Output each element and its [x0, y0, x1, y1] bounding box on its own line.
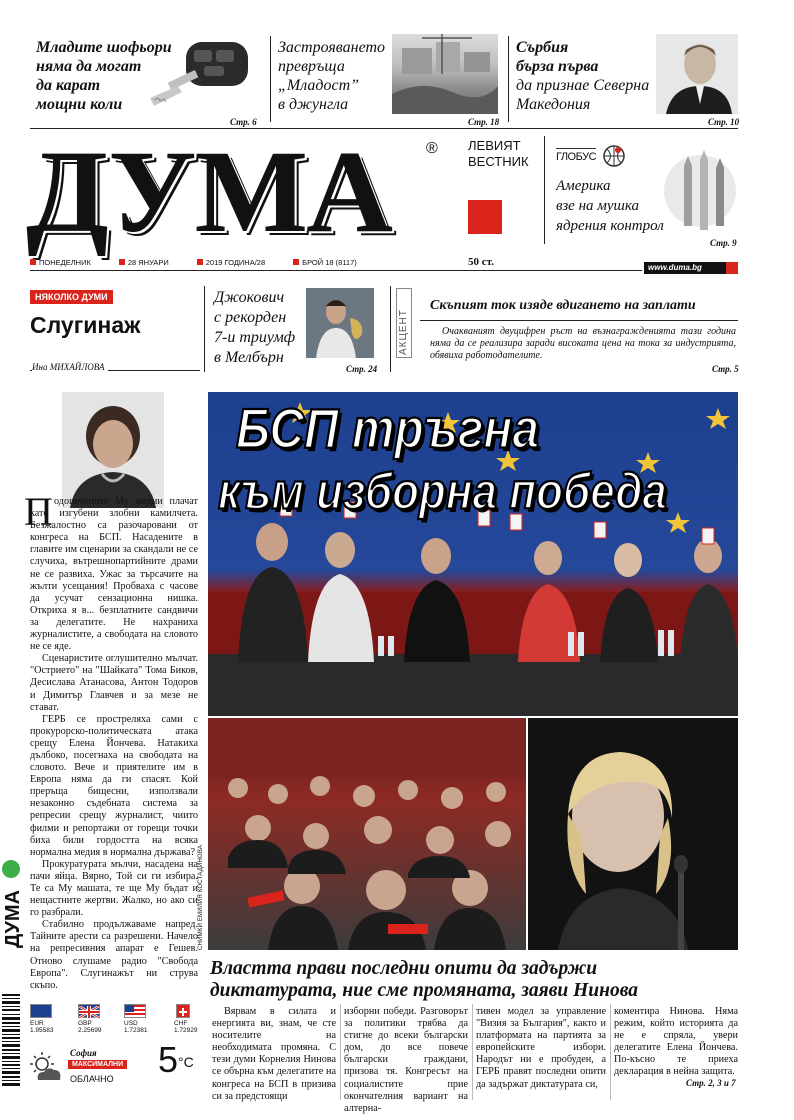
- column-paragraph: Стабилно продължаваме напред. Тайните арести са разрешени. Начело на репресивния апарат е Гешев. Отново слушаме радио "Свобода Европа". Слугинажът ни струва скъпо.: [30, 919, 198, 991]
- barcode: [0, 990, 22, 1100]
- vertical-title-text: ДУМА: [2, 889, 24, 948]
- currency-code: GBP: [78, 1020, 92, 1027]
- main-article-col-2: изборни победи. Разговорът за политики трябва да стигне до всеки български дом, до все повече български граждани, призова тя. Конгресът на социалистите прие окончателния вариант на алтерна-: [344, 1006, 468, 1114]
- audience-photo: [208, 718, 526, 950]
- divider: [204, 286, 205, 372]
- weather-city: София: [70, 1048, 97, 1058]
- tagline: [468, 138, 529, 170]
- weather-condition: ОБЛАЧНО: [70, 1074, 114, 1084]
- teaser-djokovic[interactable]: [214, 288, 295, 368]
- info-item: [293, 258, 357, 267]
- page-ref[interactable]: Стр. 2, 3 и 7: [686, 1078, 736, 1088]
- eu-flag-icon: [30, 1004, 52, 1018]
- weather-temp: [158, 1040, 194, 1080]
- registered-mark: ®: [426, 140, 438, 157]
- page-ref[interactable]: Стр. 10: [708, 117, 740, 127]
- tagline-line: ВЕСТНИК: [468, 154, 529, 169]
- info-issue: БРОЙ 18 (8117): [302, 258, 357, 267]
- masthead-title: ДУМА: [26, 126, 391, 257]
- divider: [544, 136, 545, 244]
- teaser-line: да признае Северна: [516, 77, 650, 94]
- main-headline-line-1: БСП тръгна: [236, 399, 540, 461]
- divider: [472, 1004, 473, 1100]
- teaser-line: взе на мушка: [556, 198, 639, 214]
- green-badge: [2, 860, 20, 878]
- globus-logo: [556, 140, 626, 172]
- vertical-title: [0, 880, 24, 950]
- website-text: www.duma.bg: [648, 263, 702, 272]
- main-headline-line-2: към изборна победа: [218, 463, 667, 520]
- red-square: [468, 200, 502, 234]
- globus-teaser[interactable]: [556, 176, 676, 236]
- temp-unit: °C: [178, 1054, 194, 1070]
- column-author: Ина МИХАЙЛОВА: [32, 362, 108, 372]
- akcent-label: [396, 288, 412, 358]
- teaser-line: 7-и триумф: [214, 329, 296, 346]
- masthead-rule: [30, 270, 642, 271]
- page-ref[interactable]: Стр. 5: [712, 364, 739, 374]
- currency-usd: [124, 1020, 148, 1034]
- djokovic-photo: [306, 288, 374, 358]
- teaser-line: Джокович: [214, 289, 285, 306]
- column-paragraph: ГЕРБ се простреляха сами с прокурорско-политическата атака срещу Елена Йончева. Натакиха дълбоко, посегнаха на свободата на словото. Вече и приятелите им в Европа няма да ги спасят. Кой преръща бищесни, използвали незаконно съдебната система за репресии срещу журналист, чиито филми и репортажи от горещи точки биха били гордостта на всяка нормална медия в нормална държава?: [30, 713, 198, 858]
- missiles-photo: [664, 146, 736, 236]
- teaser-line: няма да могат: [36, 58, 142, 75]
- info-year: 2019 ГОДИНА/28: [205, 258, 266, 267]
- teaser-line: бърза първа: [516, 58, 599, 75]
- teaser-line: мощни коли: [36, 96, 123, 113]
- globus-label: ГЛОБУС: [556, 148, 596, 163]
- photo-credit: [198, 844, 208, 1100]
- akcent-text: Очакваният двуцифрен ръст на възнагражденията тази година няма да се реализира заради високата цена на тока за индустрията, обявиха работодателите.: [430, 326, 736, 361]
- column-rubric[interactable]: [30, 290, 113, 304]
- akcent-headline[interactable]: Скъпият ток изяде вдигането на заплати: [430, 298, 696, 313]
- masthead-info: [30, 258, 450, 267]
- currency-value: 1.95583: [30, 1027, 54, 1034]
- column-paragraph: Прокуратурата мълчи, насадена на пачи яйца. Вярно, Той си ги избира. Те са Му машата, те ще Му бъдат и нещастните жертви. Жалко, но ако си го разбрали.: [30, 858, 198, 919]
- car-key-image: [148, 36, 258, 112]
- currency-code: CHF: [174, 1020, 188, 1027]
- photo-credit-text: СНИМКИ ЕМИЛИЯ КОСТАДИНОВА: [198, 844, 204, 950]
- teaser-mladost[interactable]: [278, 38, 398, 114]
- teaser-line: в джунгла: [278, 96, 349, 113]
- column-paragraph: Сценаристите оглушително мълчат. "Острието" на "Шайката" Тома Биков, Десислава Атанасова, Антон Тодоров и Димитър Главчев и за мезе не стават.: [30, 653, 198, 713]
- currency-chf: [174, 1020, 198, 1034]
- currency-gbp: [78, 1020, 102, 1034]
- page-ref[interactable]: Стр. 24: [346, 364, 378, 374]
- teaser-line: Америка: [556, 178, 611, 194]
- yoncheva-photo: [528, 718, 738, 950]
- main-subhead[interactable]: [210, 958, 740, 1002]
- page-ref[interactable]: Стр. 9: [710, 238, 737, 248]
- akcent-label-text: АКЦЕНТ: [398, 309, 409, 355]
- column-headline[interactable]: Слугинаж: [30, 312, 141, 338]
- divider: [270, 36, 271, 122]
- currency-code: EUR: [30, 1020, 44, 1027]
- us-flag-icon: [124, 1004, 146, 1018]
- teaser-serbia[interactable]: [516, 38, 676, 114]
- teaser-line: Застрояването: [278, 39, 386, 56]
- teaser-line: Македония: [516, 96, 591, 113]
- teaser-line: с рекорден: [214, 309, 287, 326]
- teaser-line: в Мелбърн: [214, 349, 284, 366]
- divider: [340, 1004, 341, 1100]
- info-day: ПОНЕДЕЛНИК: [39, 258, 91, 267]
- info-date: 28 ЯНУАРИ: [127, 258, 169, 267]
- swiss-flag-icon: [176, 1004, 190, 1018]
- currency-value: 1.72929: [174, 1027, 198, 1034]
- currency-value: 2.25699: [78, 1027, 102, 1034]
- teaser-line: ядрения контрол: [556, 218, 664, 234]
- dropcap: П: [24, 489, 53, 534]
- page-ref[interactable]: Стр. 6: [230, 117, 257, 127]
- info-item: [30, 258, 91, 267]
- column-paragraph: одопечените Му медии плачат като изгубени злобни камилчета. Безжалостно са разочаровани от конгреса на БСП. Насадените в главите им сценарии за скандали не се случиха, вътрешнопартийните драми не се развиха. Ужас за търсачите на жълти усещания! Пробваха с часове да усучат сензационна нишка. Откриха я в... безплатните сандвичи за делегатите. Не нахраниха журналистите, а свободата на словото не се яде.: [30, 496, 198, 653]
- temp-value: 5: [158, 1039, 179, 1080]
- column-body: [30, 496, 198, 992]
- info-item: [119, 258, 169, 267]
- teaser-line: Младите шофьори: [36, 39, 172, 56]
- currency-code: USD: [124, 1020, 138, 1027]
- masthead-logo[interactable]: [26, 128, 456, 256]
- currency-eur: [30, 1020, 54, 1034]
- uk-flag-icon: [78, 1004, 100, 1018]
- rubric-text: НЯКОЛКО ДУМИ: [35, 292, 108, 302]
- page-ref[interactable]: Стр. 18: [468, 117, 500, 127]
- divider: [508, 36, 509, 122]
- main-article-col-1: Вярвам в силата и енергията ви, знам, че сте носителите на необходимата промяна. С тези думи Корнелия Нинова се обърна към делегатите на конгреса на БСП в призива си за предстоящи: [212, 1006, 336, 1102]
- main-article-col-3: тивен модел за управление "Визия за България", както и платформата на партията за европейските избори. Народът ни е пробуден, а ГЕРБ правят последни опити да задържат диктатурата си,: [476, 1006, 606, 1090]
- weather-max-text: МАКСИМАЛНИ: [72, 1061, 124, 1068]
- main-article-col-4: коментира Нинова. Няма режим, който историята да не е спряла, увери делегатите Елена Йончева. По-късно те приеха декларация в нейна защита.: [614, 1006, 738, 1078]
- teaser-line: да карат: [36, 77, 101, 94]
- website-link[interactable]: [644, 262, 738, 274]
- currency-value: 1.72381: [124, 1027, 148, 1034]
- tagline-line: ЛЕВИЯТ: [468, 138, 521, 153]
- cloud-icon: [26, 1050, 66, 1086]
- teaser-line: „Младост”: [278, 77, 360, 94]
- info-item: [197, 258, 265, 267]
- subhead-line: Властта прави последни опити да задържи: [210, 958, 598, 979]
- weather-max: [68, 1060, 127, 1069]
- price: 50 ст.: [468, 256, 494, 268]
- website-red-mark: [726, 262, 738, 274]
- divider: [610, 1004, 611, 1100]
- divider: [390, 286, 391, 372]
- teaser-line: превръща: [278, 58, 345, 75]
- teaser-line: Сърбия: [516, 39, 569, 56]
- subhead-line: диктатурата, ние сме промяната, заяви Нинова: [210, 980, 639, 1001]
- main-photo-congress: [208, 392, 738, 716]
- author-photo: [62, 392, 164, 508]
- vucic-photo: [656, 34, 738, 114]
- construction-photo: [392, 34, 498, 114]
- divider: [420, 320, 738, 321]
